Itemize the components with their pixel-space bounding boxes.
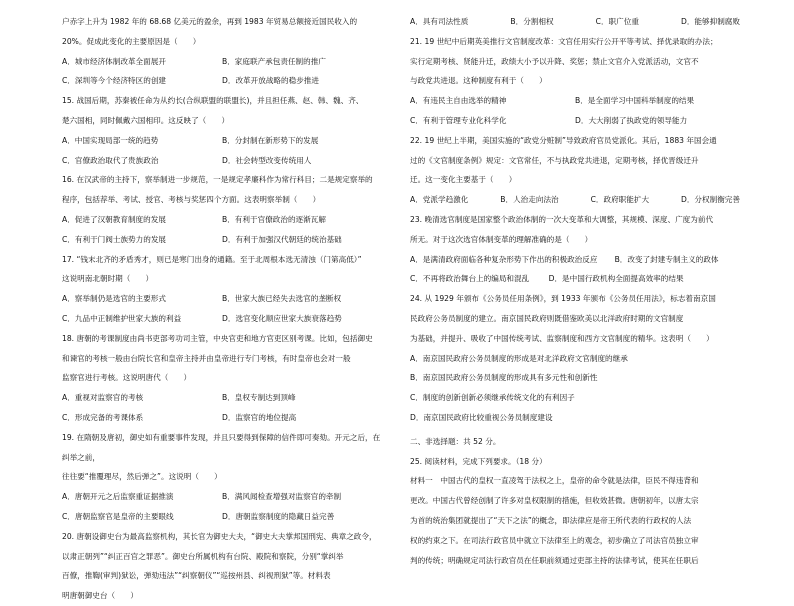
question-text: 户赤字上升为 1982 年的 68.68 亿美元的盈余，再到 1983 年贸易总额接近国民收入的	[62, 17, 358, 26]
option-a[interactable]: A．促进了汉朝教育制度的发展	[62, 214, 166, 224]
option-c[interactable]: C．深圳等今个经济特区的创建	[62, 76, 167, 86]
options	[410, 190, 740, 210]
option-c[interactable]: C．官僚政治取代了贵族政治	[62, 155, 159, 165]
question-number: 21.	[410, 36, 423, 46]
question-15	[62, 91, 382, 170]
option-a[interactable]: A．是满清政府面临各种复杂形势下作出的积极政治反应	[410, 254, 598, 264]
option-a[interactable]: A．察举制仍是选官的主要形式	[62, 294, 166, 304]
question-text: “钱末北齐的矛盾秀才，则已是寒门出身的通籍。至于北周根本选无清浊（门第高低）”	[76, 254, 362, 264]
question-number: 19.	[62, 432, 75, 442]
question-number: 24.	[410, 294, 423, 304]
question-19	[62, 428, 382, 527]
question-number: 15.	[62, 96, 75, 106]
question-text: 19 世纪上半期，美国实施的“政党分赃制”导致政府官员党派化。其后，1883 年国会通	[424, 135, 717, 145]
question-text: 唐朝的考课制度由尚书吏部考功司主管，中央官吏和地方官吏区别考课。比如，包括御史	[76, 333, 373, 343]
options	[62, 289, 382, 329]
question-text: 从 1929 年颁布《公务员任用条例》，到 1933 年颁布《公务员任用法》，标志着南京国	[424, 294, 716, 304]
option-c[interactable]: C．职广位重	[595, 17, 639, 26]
question-text: 楚六国相，同时佩戴六国相印。这反映了（ ）	[62, 115, 230, 125]
question-text: 这说明南北朝时期（ ）	[62, 274, 154, 284]
question-text: 以肃正朝列”“纠正百官之罪恶”。御史台所属机构有台院、殿院和察院，分别“掌纠举	[62, 551, 344, 561]
question-number: 16.	[62, 175, 75, 185]
question-text: 所无。对于这次选官体制变革的理解准确的是（ ）	[410, 234, 593, 244]
option-a[interactable]: A．有违民主自由选举的精神	[410, 96, 507, 106]
options	[410, 349, 740, 428]
question-text: 与政党共进退。这种制度有利于（ ）	[410, 76, 547, 86]
option-b[interactable]: B．有利于官僚政治的逐渐瓦解	[222, 214, 326, 224]
question-23	[410, 210, 740, 289]
option-d[interactable]: D．分权制衡完善	[680, 195, 740, 205]
option-c[interactable]: C．制度的创新创新必须继承传统文化的有利因子	[410, 393, 575, 403]
option-b[interactable]: B．南京国民政府公务员制度的形成具有多元性和创新性	[410, 373, 598, 383]
section-non-choice	[410, 432, 740, 571]
option-a[interactable]: A．重视对监察官的考核	[62, 393, 144, 403]
option-c[interactable]: C．不再将政治舞台上的编局和混乱	[410, 274, 530, 284]
left-column	[62, 12, 382, 606]
question-text: 战国后期，苏秦被任命为从约长(合纵联盟的联盟长)，并且担任燕、赵、韩、魏、齐、	[76, 96, 364, 106]
options	[410, 91, 740, 131]
question-text: 百僚，推鞫(审判)狱讼，弹劾违法”“纠察朝仪”“巡按州县、纠视刑狱”等。材料表	[62, 571, 331, 581]
option-d[interactable]: D．改革开放战略的稳步推进	[222, 76, 319, 86]
material-text: 权的约束之下。在司法行政官员中就立下法律至上的观念，初步确立了司法官员独立审	[410, 535, 699, 545]
question-14-tail	[62, 12, 382, 91]
question-number: 22.	[410, 135, 423, 145]
option-d[interactable]: D．是中国行政机构全面提高效率的结果	[548, 274, 684, 284]
question-number: 20.	[62, 531, 75, 541]
option-a[interactable]: A．具有司法性质	[410, 17, 469, 26]
question-text: 阅读材料，完成下列要求。（18 分）	[424, 456, 547, 466]
question-text: 过的《文官制度条例》规定：文官常任，不与执政党共进退，定期考核，择优晋级迁升	[410, 155, 699, 165]
option-d[interactable]: D．选官变化顺应世家大族衰落趋势	[222, 313, 342, 323]
right-column	[410, 12, 740, 570]
option-a[interactable]: A．中国实现局部一统的趋势	[62, 135, 159, 145]
question-text: 晚清选官制度是国家整个政治体制的一次大变革和大调整，其规模、深度、广度为前代	[424, 214, 714, 224]
question-text: 在汉武帝的主持下，察举制进一步规范，一是规定孝廉科作为常行科目；二是规定察举的	[76, 175, 373, 185]
question-number: 23.	[410, 214, 423, 224]
options	[62, 487, 382, 527]
option-d[interactable]: D．有利于加强汉代朝廷的统治基础	[222, 234, 342, 244]
question-22	[410, 131, 740, 210]
question-24	[410, 289, 740, 428]
question-text: 19 世纪中后期英美推行文官制度改革：文官任用实行公开平等考试、择优录取的办法；	[424, 36, 718, 46]
option-b[interactable]: B．改变了封建专制主义的政体	[614, 254, 719, 264]
option-c[interactable]: C．政府职能扩大	[590, 195, 650, 205]
option-c[interactable]: C．有利于管理专业化科学化	[410, 115, 507, 125]
option-c[interactable]: C．形成完备的考课体系	[62, 412, 144, 422]
question-text: 监察官进行考核。这说明唐代（ ）	[62, 373, 192, 383]
question-number: 18.	[62, 333, 75, 343]
material-text: 更改。中国古代曾经创制了许多对皇权限制的措施，但收效甚微。唐朝初年，以唐太宗	[410, 496, 699, 506]
question-number: 25.	[410, 456, 423, 466]
option-d[interactable]: D．大大削弱了执政党的领导能力	[575, 115, 688, 125]
option-d[interactable]: D．南京国民政府比较重视公务员制度建设	[410, 412, 553, 422]
question-20	[62, 527, 382, 606]
option-b[interactable]: B．皇权专制达到顶峰	[222, 393, 296, 403]
options	[62, 210, 382, 250]
option-b[interactable]: B．家庭联产承包责任制的推广	[222, 56, 326, 66]
question-text: 和谏官的考核一般由台院长官和皇帝主持并由皇帝进行专门考核，有时皇帝也会对一般	[62, 353, 351, 363]
question-text: 20%。促成此变化的主要原因是（ ）	[62, 36, 201, 46]
question-number: 17.	[62, 254, 75, 264]
question-text: 往往要“推覆理尽，然后弹之”。这说明（ ）	[62, 472, 222, 482]
option-b[interactable]: B．世家大族已经失去选官的垄断权	[222, 294, 342, 304]
option-b[interactable]: B．分割相权	[510, 17, 554, 26]
option-b[interactable]: B．是全面学习中国科举制度的结果	[575, 96, 695, 106]
option-c[interactable]: C．唐朝监察官是皇帝的主要眼线	[62, 511, 174, 521]
question-text: 明唐朝御史台（ ）	[62, 591, 138, 601]
question-text: 程序，包括荐举、考试、授官、考核与奖惩四个方面。这表明察举制（ ）	[62, 195, 321, 205]
options	[62, 52, 382, 92]
option-a[interactable]: A．党派学趋激化	[410, 195, 469, 205]
options	[62, 131, 382, 171]
option-a[interactable]: A．城市经济体制改革全面展开	[62, 56, 166, 66]
question-18	[62, 329, 382, 428]
option-b[interactable]: B．分封制在新形势下的发展	[222, 135, 319, 145]
option-d[interactable]: D．监察官的地位提高	[222, 412, 297, 422]
option-d[interactable]: D．唐朝监察制度的隐藏日益完善	[222, 511, 335, 521]
material-text: 判的传统；明确规定司法行政官员在任职前须通过吏部主持的法律考试，使其在任职后	[410, 555, 699, 565]
question-21	[410, 32, 740, 131]
option-a[interactable]: A．唐朝开元之后监察重证据推演	[62, 492, 174, 502]
question-text: 为基础，并提升、吸收了中国传统考试、监察制度和西方文官制度的精华。这表明（ ）	[410, 333, 714, 343]
material-text: 为首的统治集团就提出了“天下之法”的概念，即法律应是帝王所代表的行政权的人法	[410, 515, 692, 525]
option-b[interactable]: B．人治走向法治	[500, 195, 559, 205]
question-text: 唐朝设御史台为最高监察机构，其长官为御史大夫，“御史大夫掌邦国刑宪、典章之政令，	[76, 531, 377, 541]
option-b[interactable]: B．满风闻检查增强对监察官的牵制	[222, 492, 342, 502]
question-text: 迁。这一变化主要基于（ ）	[410, 175, 517, 185]
question-20-options	[410, 12, 740, 32]
question-text: 在隋朝及唐初，御史如有重要事件发现，并且只要得到保障的信件即可奏劾。开元之后，在纠举之前，	[62, 432, 381, 462]
option-a[interactable]: A．南京国民政府公务员制度的形成是对北洋政府文官制度的继承	[410, 353, 628, 363]
option-c[interactable]: C．有利于门阀士族势力的发展	[62, 234, 167, 244]
options	[62, 388, 382, 428]
question-text: 民政府公务员制度的建立。南京国民政府则既借鉴欧美以北洋政府时期的文官制度	[410, 313, 684, 323]
question-text: 实行定期考核、贤能升迁，政绩大小予以升降、奖惩；禁止文官介入党派活动，文官不	[410, 56, 699, 66]
question-16	[62, 170, 382, 249]
option-c[interactable]: C．九品中正制维护世家大族的利益	[62, 313, 182, 323]
material-text: 材料一 中国古代的皇权一直凌驾于法权之上，皇帝的命令就是法律，臣民不得违背和	[410, 476, 699, 486]
option-d[interactable]: D．社会转型改变传统用人	[222, 155, 312, 165]
question-17	[62, 250, 382, 329]
option-d[interactable]: D．能够抑制腐败	[680, 17, 740, 26]
section-title: 二、非选择题：共 52 分。	[410, 436, 501, 446]
options	[410, 250, 740, 290]
